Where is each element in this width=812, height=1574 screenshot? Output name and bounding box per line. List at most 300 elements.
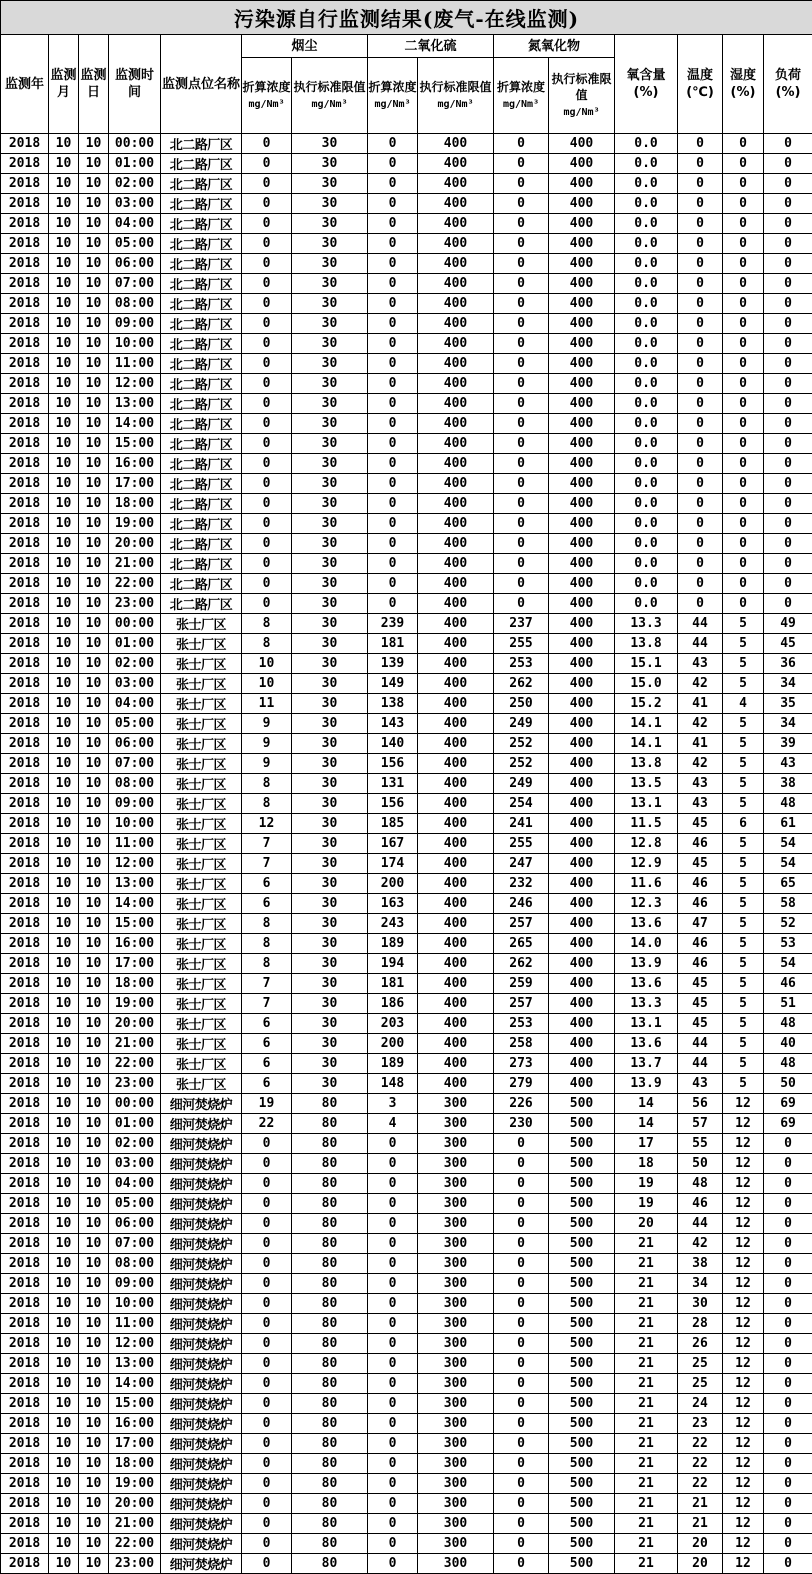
cell-humidity: 12 <box>723 1554 764 1574</box>
cell-dust-limit: 30 <box>292 1054 368 1074</box>
cell-dust-limit: 30 <box>292 554 368 574</box>
cell-temperature: 0 <box>678 434 723 454</box>
cell-location: 北二路厂区 <box>161 354 242 374</box>
unit-label: mg/Nm³ <box>374 99 410 110</box>
cell-humidity: 5 <box>723 894 764 914</box>
cell-day: 10 <box>79 1454 109 1474</box>
cell-dust-limit: 30 <box>292 674 368 694</box>
cell-oxygen: 21 <box>615 1294 678 1314</box>
cell-time: 03:00 <box>109 674 161 694</box>
cell-location: 细河焚烧炉 <box>161 1494 242 1514</box>
cell-time: 04:00 <box>109 1174 161 1194</box>
cell-time: 01:00 <box>109 1114 161 1134</box>
cell-oxygen: 21 <box>615 1514 678 1534</box>
header-year: 监测年 <box>1 35 49 134</box>
cell-dust-conc: 0 <box>242 534 292 554</box>
cell-humidity: 5 <box>723 1054 764 1074</box>
cell-dust-limit: 30 <box>292 954 368 974</box>
cell-nox-conc: 0 <box>494 1374 549 1394</box>
table-row <box>1 434 812 454</box>
cell-temperature: 0 <box>678 154 723 174</box>
cell-dust-limit: 30 <box>292 234 368 254</box>
cell-humidity: 0 <box>723 234 764 254</box>
cell-nox-limit: 500 <box>549 1254 615 1274</box>
cell-nox-limit: 400 <box>549 774 615 794</box>
cell-year: 2018 <box>1 294 49 314</box>
cell-day: 10 <box>79 1414 109 1434</box>
cell-nox-conc: 0 <box>494 394 549 414</box>
cell-nox-conc: 0 <box>494 234 549 254</box>
cell-oxygen: 13.6 <box>615 974 678 994</box>
cell-nox-conc: 0 <box>494 1214 549 1234</box>
cell-day: 10 <box>79 1174 109 1194</box>
cell-so2-limit: 400 <box>418 254 494 274</box>
cell-day: 10 <box>79 474 109 494</box>
cell-load: 36 <box>764 654 812 674</box>
cell-month: 10 <box>49 754 79 774</box>
cell-humidity: 5 <box>723 954 764 974</box>
cell-time: 23:00 <box>109 594 161 614</box>
cell-dust-limit: 30 <box>292 974 368 994</box>
table-row <box>1 494 812 514</box>
cell-dust-limit: 80 <box>292 1154 368 1174</box>
cell-nox-limit: 500 <box>549 1494 615 1514</box>
cell-month: 10 <box>49 1354 79 1374</box>
cell-oxygen: 13.3 <box>615 994 678 1014</box>
cell-oxygen: 21 <box>615 1414 678 1434</box>
cell-oxygen: 19 <box>615 1174 678 1194</box>
cell-dust-limit: 30 <box>292 814 368 834</box>
cell-humidity: 0 <box>723 274 764 294</box>
cell-dust-limit: 30 <box>292 374 368 394</box>
cell-dust-limit: 30 <box>292 334 368 354</box>
cell-location: 张士厂区 <box>161 734 242 754</box>
cell-year: 2018 <box>1 494 49 514</box>
cell-humidity: 0 <box>723 174 764 194</box>
cell-time: 21:00 <box>109 554 161 574</box>
cell-nox-conc: 0 <box>494 1354 549 1374</box>
cell-so2-limit: 300 <box>418 1494 494 1514</box>
cell-dust-conc: 0 <box>242 414 292 434</box>
cell-day: 10 <box>79 194 109 214</box>
cell-nox-limit: 500 <box>549 1394 615 1414</box>
cell-oxygen: 0.0 <box>615 374 678 394</box>
cell-location: 北二路厂区 <box>161 374 242 394</box>
cell-so2-limit: 300 <box>418 1534 494 1554</box>
cell-time: 07:00 <box>109 754 161 774</box>
cell-nox-conc: 262 <box>494 674 549 694</box>
cell-so2-conc: 0 <box>368 494 418 514</box>
cell-oxygen: 21 <box>615 1274 678 1294</box>
cell-so2-conc: 194 <box>368 954 418 974</box>
table-row <box>1 674 812 694</box>
cell-so2-limit: 400 <box>418 494 494 514</box>
cell-so2-conc: 0 <box>368 434 418 454</box>
cell-so2-conc: 181 <box>368 974 418 994</box>
cell-nox-limit: 400 <box>549 334 615 354</box>
table-row <box>1 1154 812 1174</box>
cell-oxygen: 14.0 <box>615 934 678 954</box>
cell-nox-conc: 255 <box>494 634 549 654</box>
cell-load: 69 <box>764 1114 812 1134</box>
cell-so2-conc: 0 <box>368 1554 418 1574</box>
cell-month: 10 <box>49 394 79 414</box>
cell-oxygen: 13.8 <box>615 634 678 654</box>
cell-temperature: 24 <box>678 1394 723 1414</box>
cell-oxygen: 0.0 <box>615 294 678 314</box>
cell-dust-limit: 30 <box>292 454 368 474</box>
cell-oxygen: 0.0 <box>615 354 678 374</box>
cell-so2-conc: 174 <box>368 854 418 874</box>
cell-dust-conc: 9 <box>242 714 292 734</box>
cell-time: 09:00 <box>109 794 161 814</box>
cell-nox-conc: 0 <box>494 1454 549 1474</box>
cell-month: 10 <box>49 1314 79 1334</box>
cell-dust-limit: 30 <box>292 794 368 814</box>
cell-oxygen: 13.3 <box>615 614 678 634</box>
cell-nox-conc: 0 <box>494 1174 549 1194</box>
cell-time: 12:00 <box>109 854 161 874</box>
cell-nox-limit: 500 <box>549 1134 615 1154</box>
cell-oxygen: 19 <box>615 1194 678 1214</box>
table-row <box>1 574 812 594</box>
cell-nox-limit: 500 <box>549 1354 615 1374</box>
cell-year: 2018 <box>1 894 49 914</box>
table-row <box>1 834 812 854</box>
cell-humidity: 5 <box>723 774 764 794</box>
cell-month: 10 <box>49 614 79 634</box>
cell-dust-conc: 6 <box>242 1014 292 1034</box>
cell-dust-limit: 30 <box>292 534 368 554</box>
cell-humidity: 5 <box>723 794 764 814</box>
cell-location: 细河焚烧炉 <box>161 1374 242 1394</box>
table-row <box>1 634 812 654</box>
cell-load: 34 <box>764 714 812 734</box>
conc-label: 折算浓度 <box>242 80 290 94</box>
cell-oxygen: 21 <box>615 1474 678 1494</box>
table-row <box>1 134 812 154</box>
cell-dust-limit: 80 <box>292 1334 368 1354</box>
cell-load: 43 <box>764 754 812 774</box>
cell-year: 2018 <box>1 214 49 234</box>
cell-load: 0 <box>764 1274 812 1294</box>
cell-so2-limit: 400 <box>418 234 494 254</box>
cell-dust-conc: 0 <box>242 314 292 334</box>
cell-nox-conc: 0 <box>494 174 549 194</box>
cell-year: 2018 <box>1 1074 49 1094</box>
cell-day: 10 <box>79 914 109 934</box>
cell-time: 05:00 <box>109 1194 161 1214</box>
cell-dust-conc: 10 <box>242 654 292 674</box>
cell-dust-conc: 0 <box>242 394 292 414</box>
cell-so2-limit: 400 <box>418 954 494 974</box>
cell-day: 10 <box>79 594 109 614</box>
cell-so2-limit: 300 <box>418 1294 494 1314</box>
cell-temperature: 45 <box>678 814 723 834</box>
cell-year: 2018 <box>1 954 49 974</box>
cell-humidity: 12 <box>723 1274 764 1294</box>
cell-temperature: 0 <box>678 254 723 274</box>
cell-temperature: 56 <box>678 1094 723 1114</box>
cell-location: 张士厂区 <box>161 1074 242 1094</box>
cell-so2-limit: 400 <box>418 834 494 854</box>
cell-day: 10 <box>79 714 109 734</box>
cell-dust-conc: 8 <box>242 914 292 934</box>
cell-day: 10 <box>79 1434 109 1454</box>
cell-day: 10 <box>79 454 109 474</box>
cell-load: 0 <box>764 254 812 274</box>
cell-nox-limit: 400 <box>549 174 615 194</box>
cell-temperature: 43 <box>678 654 723 674</box>
cell-nox-limit: 400 <box>549 714 615 734</box>
unit-label: mg/Nm³ <box>311 99 347 110</box>
cell-nox-limit: 500 <box>549 1294 615 1314</box>
cell-oxygen: 21 <box>615 1374 678 1394</box>
header-location: 监测点位名称 <box>161 35 242 134</box>
cell-day: 10 <box>79 1494 109 1514</box>
cell-month: 10 <box>49 1554 79 1574</box>
cell-dust-conc: 0 <box>242 1414 292 1434</box>
cell-temperature: 0 <box>678 214 723 234</box>
cell-location: 张士厂区 <box>161 694 242 714</box>
cell-so2-limit: 300 <box>418 1354 494 1374</box>
table-row <box>1 754 812 774</box>
cell-time: 06:00 <box>109 734 161 754</box>
cell-humidity: 12 <box>723 1334 764 1354</box>
cell-so2-limit: 400 <box>418 794 494 814</box>
table-row <box>1 714 812 734</box>
cell-month: 10 <box>49 1074 79 1094</box>
cell-nox-conc: 0 <box>494 514 549 534</box>
cell-so2-conc: 0 <box>368 1494 418 1514</box>
cell-nox-limit: 400 <box>549 814 615 834</box>
cell-month: 10 <box>49 1114 79 1134</box>
header-nox-conc <box>494 58 549 134</box>
cell-humidity: 5 <box>723 614 764 634</box>
cell-year: 2018 <box>1 1174 49 1194</box>
header-group-dust: 烟尘 <box>242 35 368 58</box>
cell-load: 0 <box>764 1334 812 1354</box>
cell-dust-conc: 0 <box>242 1394 292 1414</box>
cell-humidity: 0 <box>723 354 764 374</box>
cell-load: 54 <box>764 954 812 974</box>
cell-year: 2018 <box>1 694 49 714</box>
cell-nox-limit: 400 <box>549 1074 615 1094</box>
table-row <box>1 1214 812 1234</box>
cell-time: 15:00 <box>109 434 161 454</box>
cell-dust-conc: 0 <box>242 454 292 474</box>
cell-month: 10 <box>49 1514 79 1534</box>
cell-year: 2018 <box>1 1514 49 1534</box>
cell-day: 10 <box>79 1114 109 1134</box>
cell-nox-limit: 400 <box>549 494 615 514</box>
cell-oxygen: 0.0 <box>615 474 678 494</box>
cell-year: 2018 <box>1 454 49 474</box>
cell-day: 10 <box>79 1314 109 1334</box>
cell-humidity: 5 <box>723 1074 764 1094</box>
cell-temperature: 21 <box>678 1514 723 1534</box>
table-row <box>1 1254 812 1274</box>
cell-temperature: 0 <box>678 294 723 314</box>
cell-oxygen: 0.0 <box>615 574 678 594</box>
cell-so2-limit: 300 <box>418 1094 494 1114</box>
cell-so2-limit: 400 <box>418 894 494 914</box>
cell-dust-limit: 80 <box>292 1434 368 1454</box>
cell-day: 10 <box>79 174 109 194</box>
cell-year: 2018 <box>1 1274 49 1294</box>
cell-so2-conc: 0 <box>368 1454 418 1474</box>
cell-time: 14:00 <box>109 894 161 914</box>
cell-day: 10 <box>79 1334 109 1354</box>
cell-oxygen: 21 <box>615 1334 678 1354</box>
table-row <box>1 354 812 374</box>
cell-humidity: 12 <box>723 1314 764 1334</box>
cell-month: 10 <box>49 974 79 994</box>
cell-so2-limit: 400 <box>418 914 494 934</box>
cell-nox-limit: 400 <box>549 594 615 614</box>
table-row <box>1 1334 812 1354</box>
cell-time: 23:00 <box>109 1074 161 1094</box>
cell-so2-conc: 0 <box>368 374 418 394</box>
cell-year: 2018 <box>1 334 49 354</box>
cell-dust-conc: 0 <box>242 1474 292 1494</box>
table-row <box>1 1494 812 1514</box>
cell-load: 0 <box>764 534 812 554</box>
cell-month: 10 <box>49 994 79 1014</box>
cell-month: 10 <box>49 854 79 874</box>
cell-dust-conc: 8 <box>242 774 292 794</box>
cell-oxygen: 13.6 <box>615 914 678 934</box>
cell-so2-limit: 400 <box>418 474 494 494</box>
cell-nox-limit: 500 <box>549 1514 615 1534</box>
cell-dust-conc: 0 <box>242 354 292 374</box>
cell-dust-conc: 0 <box>242 574 292 594</box>
cell-nox-conc: 253 <box>494 654 549 674</box>
header-so2-limit <box>418 58 494 134</box>
cell-so2-limit: 400 <box>418 734 494 754</box>
cell-year: 2018 <box>1 614 49 634</box>
cell-year: 2018 <box>1 1494 49 1514</box>
cell-nox-limit: 400 <box>549 514 615 534</box>
cell-temperature: 0 <box>678 394 723 414</box>
cell-so2-conc: 167 <box>368 834 418 854</box>
cell-day: 10 <box>79 1354 109 1374</box>
cell-nox-conc: 0 <box>494 474 549 494</box>
cell-temperature: 0 <box>678 574 723 594</box>
cell-day: 10 <box>79 374 109 394</box>
cell-year: 2018 <box>1 1194 49 1214</box>
cell-load: 0 <box>764 1434 812 1454</box>
cell-nox-limit: 400 <box>549 374 615 394</box>
cell-time: 19:00 <box>109 994 161 1014</box>
cell-year: 2018 <box>1 1414 49 1434</box>
cell-month: 10 <box>49 594 79 614</box>
cell-so2-limit: 400 <box>418 714 494 734</box>
table-row <box>1 914 812 934</box>
cell-load: 0 <box>764 1174 812 1194</box>
cell-month: 10 <box>49 1154 79 1174</box>
cell-month: 10 <box>49 1014 79 1034</box>
cell-day: 10 <box>79 754 109 774</box>
cell-nox-conc: 0 <box>494 1234 549 1254</box>
cell-dust-limit: 30 <box>292 254 368 274</box>
table-row <box>1 1474 812 1494</box>
cell-temperature: 0 <box>678 454 723 474</box>
cell-temperature: 0 <box>678 234 723 254</box>
cell-nox-conc: 0 <box>494 134 549 154</box>
cell-location: 细河焚烧炉 <box>161 1154 242 1174</box>
cell-month: 10 <box>49 654 79 674</box>
cell-nox-conc: 253 <box>494 1014 549 1034</box>
cell-year: 2018 <box>1 714 49 734</box>
cell-month: 10 <box>49 734 79 754</box>
cell-dust-conc: 7 <box>242 994 292 1014</box>
cell-dust-conc: 0 <box>242 134 292 154</box>
cell-dust-conc: 0 <box>242 1534 292 1554</box>
cell-dust-limit: 30 <box>292 894 368 914</box>
cell-oxygen: 13.1 <box>615 794 678 814</box>
cell-so2-limit: 300 <box>418 1254 494 1274</box>
cell-so2-limit: 300 <box>418 1234 494 1254</box>
cell-location: 细河焚烧炉 <box>161 1174 242 1194</box>
cell-nox-limit: 400 <box>549 654 615 674</box>
cell-year: 2018 <box>1 1554 49 1574</box>
cell-dust-limit: 30 <box>292 434 368 454</box>
cell-load: 53 <box>764 934 812 954</box>
cell-day: 10 <box>79 814 109 834</box>
cell-nox-limit: 400 <box>549 614 615 634</box>
cell-location: 北二路厂区 <box>161 434 242 454</box>
cell-dust-limit: 30 <box>292 874 368 894</box>
cell-nox-limit: 400 <box>549 134 615 154</box>
table-row <box>1 694 812 714</box>
cell-humidity: 0 <box>723 474 764 494</box>
cell-nox-conc: 0 <box>494 1334 549 1354</box>
cell-humidity: 0 <box>723 334 764 354</box>
cell-nox-conc: 0 <box>494 534 549 554</box>
header-group-so2: 二氧化硫 <box>368 35 494 58</box>
cell-so2-limit: 300 <box>418 1414 494 1434</box>
cell-time: 13:00 <box>109 1354 161 1374</box>
cell-load: 48 <box>764 794 812 814</box>
cell-nox-conc: 249 <box>494 714 549 734</box>
cell-year: 2018 <box>1 414 49 434</box>
cell-year: 2018 <box>1 1354 49 1374</box>
cell-temperature: 44 <box>678 1034 723 1054</box>
cell-nox-conc: 0 <box>494 1294 549 1314</box>
cell-so2-conc: 243 <box>368 914 418 934</box>
cell-nox-limit: 400 <box>549 234 615 254</box>
cell-time: 11:00 <box>109 834 161 854</box>
cell-location: 细河焚烧炉 <box>161 1314 242 1334</box>
cell-load: 0 <box>764 1554 812 1574</box>
cell-dust-conc: 0 <box>242 214 292 234</box>
header-dust-limit <box>292 58 368 134</box>
cell-nox-limit: 400 <box>549 454 615 474</box>
cell-day: 10 <box>79 1374 109 1394</box>
cell-oxygen: 0.0 <box>615 194 678 214</box>
cell-time: 02:00 <box>109 654 161 674</box>
cell-time: 21:00 <box>109 1034 161 1054</box>
cell-nox-limit: 400 <box>549 894 615 914</box>
cell-nox-conc: 0 <box>494 1514 549 1534</box>
table-row <box>1 414 812 434</box>
cell-dust-limit: 30 <box>292 654 368 674</box>
table-row <box>1 1134 812 1154</box>
cell-nox-limit: 500 <box>549 1414 615 1434</box>
cell-nox-conc: 0 <box>494 1254 549 1274</box>
cell-oxygen: 13.7 <box>615 1054 678 1074</box>
